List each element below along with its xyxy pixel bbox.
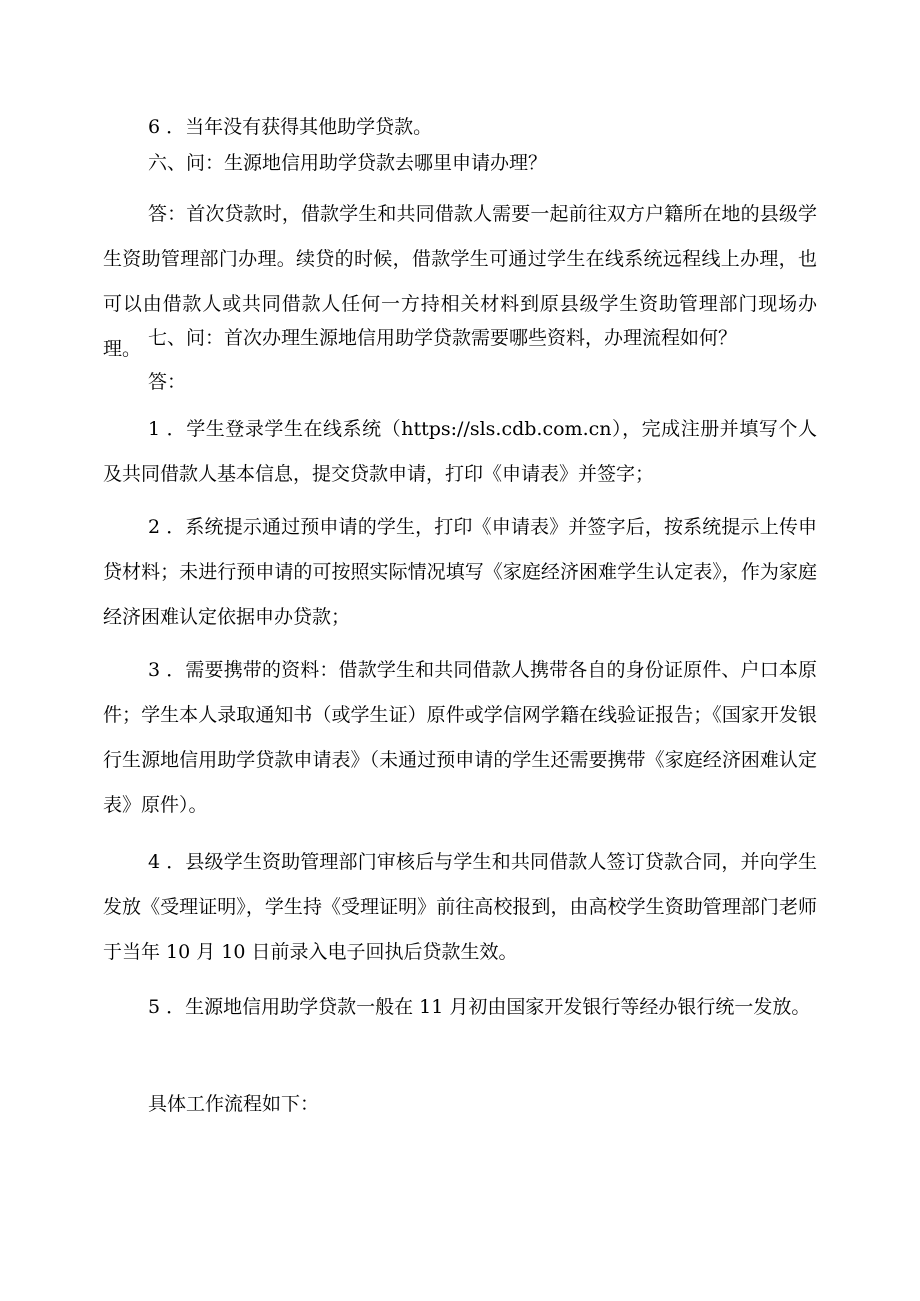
- answer-6-paragraph: 答：首次贷款时，借款学生和共同借款人需要一起前往双方户籍所在地的县级学生资助管理部门办理。续贷的时候，借款学生可通过学生在线系统远程线上办理，也可以由借款人或共同借款人任何一方持相关材料到原县级学生资助管理部门现场办理。: [103, 203, 817, 360]
- workflow-intro: 具体工作流程如下：: [148, 1093, 320, 1115]
- paragraph-condition-6: 6 ．当年没有获得其他助学贷款。: [148, 116, 433, 138]
- step-4-paragraph: 4 ．县级学生资助管理部门审核后与学生和共同借款人签订贷款合同，并向学生发放《受理证明》，学生持《受理证明》前往高校报到，由高校学生资助管理部门老师于当年 10 月 10 日前录入电子回执后贷款生效。: [103, 851, 817, 963]
- question-7-heading: 七、问：首次办理生源地信用助学贷款需要哪些资料，办理流程如何？: [148, 327, 738, 349]
- question-6-heading: 六、问：生源地信用助学贷款去哪里申请办理？: [148, 152, 548, 174]
- step-1-paragraph: 1 ．学生登录学生在线系统（https://sls.cdb.com.cn），完成注册并填写个人及共同借款人基本信息，提交贷款申请，打印《申请表》并签字；: [103, 418, 817, 485]
- step-2-paragraph: 2 ．系统提示通过预申请的学生，打印《申请表》并签字后，按系统提示上传申贷材料；未进行预申请的可按照实际情况填写《家庭经济困难学生认定表》，作为家庭经济困难认定依据申办贷款；: [103, 516, 817, 628]
- answer-7-label: 答：: [148, 371, 187, 393]
- step-3-paragraph: 3 ．需要携带的资料：借款学生和共同借款人携带各自的身份证原件、户口本原件；学生本人录取通知书（或学生证）原件或学信网学籍在线验证报告；《国家开发银行生源地信用助学贷款申请表》（未通过预申请的学生还需要携带《家庭经济困难认定表》原件）。: [103, 659, 817, 816]
- step-5-paragraph: 5 ．生源地信用助学贷款一般在 11 月初由国家开发银行等经办银行统一发放。: [148, 996, 811, 1018]
